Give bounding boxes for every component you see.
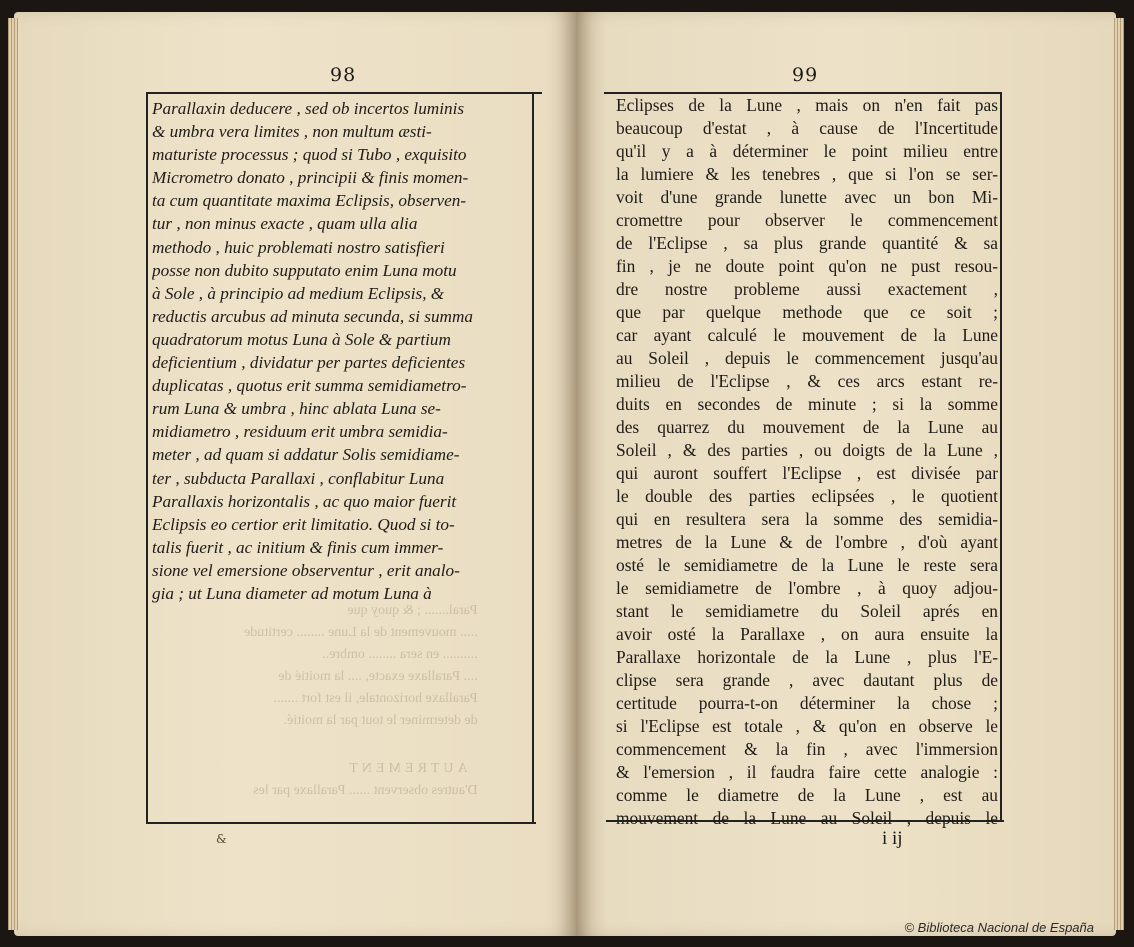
text-line: commencement & la fin , avec l'immersion bbox=[616, 739, 998, 759]
text-line: reductis arcubus ad minuta secunda, si summa bbox=[152, 306, 473, 326]
signature-mark: i ij bbox=[882, 828, 903, 849]
text-line: methodo , huic problemati nostro satisfieri bbox=[152, 237, 445, 257]
bleed-line: Parallaxe horizontale, il est fort ....... bbox=[273, 691, 478, 706]
text-line: Eclipsis eo certior erit limitatio. Quod si to- bbox=[152, 514, 455, 534]
text-line: si l'Eclipse est totale , & qu'on en observe le bbox=[616, 716, 998, 736]
text-line: Soleil , & des parties , ou doigts de la Lune , bbox=[616, 440, 998, 460]
text-line: qu'il y a à déterminer le point milieu entre bbox=[616, 141, 998, 161]
text-line: Parallaxis horizontalis , ac quo maior fuerit bbox=[152, 491, 457, 511]
text-line: quadratorum motus Luna à Sole & partium bbox=[152, 329, 451, 349]
text-line: Micrometro donato , principii & finis momen- bbox=[152, 168, 469, 188]
text-line: & l'emersion , il faudra faire cette analogie : bbox=[616, 762, 998, 782]
text-line: le semidiametre de l'ombre , à quoy adjou- bbox=[616, 578, 998, 598]
text-line: deficientium , dividatur per partes deficientes bbox=[152, 353, 466, 373]
bleed-line: ..... mouvement de la Lune ........ certitude bbox=[244, 625, 478, 640]
bottom-rule-left bbox=[146, 822, 536, 824]
text-line: avoir osté la Parallaxe , on aura ensuite la bbox=[616, 624, 998, 644]
text-line: metres de la Lune & de l'ombre , d'où ayant bbox=[616, 532, 998, 552]
text-line: ter , subducta Parallaxi , conflabitur Luna bbox=[152, 468, 445, 488]
text-line: ta cum quantitate maxima Eclipsis, observen- bbox=[152, 191, 467, 211]
french-text-block bbox=[616, 94, 998, 830]
text-line: talis fuerit , ac initium & finis cum immer- bbox=[152, 537, 444, 557]
text-line: des quarrez du mouvement de la Lune au bbox=[616, 417, 998, 437]
text-line: osté le semidiametre de la Lune le reste sera bbox=[616, 555, 998, 575]
text-line: qui auront souffert l'Eclipse , est divisée par bbox=[616, 463, 998, 483]
text-line: tur , non minus exacte , quam ulla alia bbox=[152, 214, 418, 234]
text-line: maturiste processus ; quod si Tubo , exquisito bbox=[152, 145, 467, 165]
bleed-line: Paral....... ; & quoy que bbox=[347, 603, 478, 618]
left-page bbox=[14, 12, 576, 936]
text-line: Parallaxe horizontale de la Lune , plus l'E- bbox=[616, 647, 998, 667]
text-line: posse non dubito supputato enim Luna motu bbox=[152, 260, 457, 280]
text-line: meter , ad quam si addatur Solis semidiame- bbox=[152, 445, 460, 465]
bleed-line: .......... en sera ........ ombre.. bbox=[322, 647, 478, 662]
text-line: qui en resultera sera la somme des semidia- bbox=[616, 509, 998, 529]
text-line: de l'Eclipse , sa plus grande quantité & sa bbox=[616, 233, 998, 253]
text-line: duplicatas , quotus erit summa semidiametro- bbox=[152, 376, 467, 396]
text-line: comme le diametre de la Lune , est au bbox=[616, 785, 998, 805]
text-line: car ayant calculé le mouvement de la Lune bbox=[616, 325, 998, 345]
latin-text-block bbox=[152, 97, 532, 605]
bleed-through-text bbox=[244, 600, 478, 802]
page-number-right: 99 bbox=[792, 64, 819, 86]
text-line: clipse sera grande , avec dautant plus de bbox=[616, 670, 998, 690]
text-line: Parallaxin deducere , sed ob incertos luminis bbox=[152, 99, 465, 118]
text-line: certitude pourra-t-on déterminer la chose ; bbox=[616, 693, 998, 713]
text-line: le double des parties eclipsées , le quotient bbox=[616, 486, 998, 506]
text-line: stant le semidiametre du Soleil aprés en bbox=[616, 601, 998, 621]
right-page bbox=[576, 12, 1116, 936]
bleed-line: de determiner le tout par la moitié. bbox=[283, 713, 478, 728]
text-line: cromettre pour observer le commencement bbox=[616, 210, 998, 230]
library-credit: © Biblioteca Nacional de España bbox=[904, 920, 1094, 935]
page-number-left: 98 bbox=[330, 64, 357, 86]
text-line: dre nostre probleme aussi exactement , bbox=[616, 279, 998, 299]
text-line: à Sole , à principio ad medium Eclipsis, & bbox=[152, 283, 445, 303]
bleed-line: .... Parallaxe exacte, .... la moitié de bbox=[278, 669, 478, 684]
bleed-line: AUTREMENT bbox=[345, 761, 468, 776]
text-line: sione vel emersione observentur , erit analo- bbox=[152, 560, 460, 580]
stray-mark: & bbox=[216, 832, 227, 846]
text-line: midiametro , residuum erit umbra semidia- bbox=[152, 422, 448, 442]
page-edge-right bbox=[1114, 18, 1124, 930]
text-line: beaucoup d'estat , à cause de l'Incertitude bbox=[616, 118, 998, 138]
text-line: au Soleil , depuis le commencement jusqu'au bbox=[616, 348, 998, 368]
text-line: rum Luna & umbra , hinc ablata Luna se- bbox=[152, 399, 441, 419]
text-line: gia ; ut Luna diameter ad motum Luna à bbox=[152, 583, 432, 603]
text-line: la lumiere & les tenebres , que si l'on se ser- bbox=[616, 164, 998, 184]
text-line: milieu de l'Eclipse , & ces arcs estant re- bbox=[616, 371, 998, 391]
text-line: & umbra vera limites , non multum æsti- bbox=[152, 122, 432, 142]
page-edge-left bbox=[8, 18, 18, 930]
text-line: voit d'une grande lunette avec un bon Mi- bbox=[616, 187, 998, 207]
text-line: que par quelque methode que ce soit ; bbox=[616, 302, 998, 322]
text-line: Eclipses de la Lune , mais on n'en fait pas bbox=[616, 95, 998, 115]
open-book bbox=[10, 8, 1124, 940]
text-line: mouvement de la Lune au Soleil , depuis le bbox=[616, 808, 998, 828]
text-line: fin , je ne doute point qu'on ne pust resou- bbox=[616, 256, 998, 276]
text-line: duits en secondes de minute ; si la somme bbox=[616, 394, 998, 414]
bleed-line: D'autres observent ...... Parallaxe par les bbox=[253, 783, 478, 798]
